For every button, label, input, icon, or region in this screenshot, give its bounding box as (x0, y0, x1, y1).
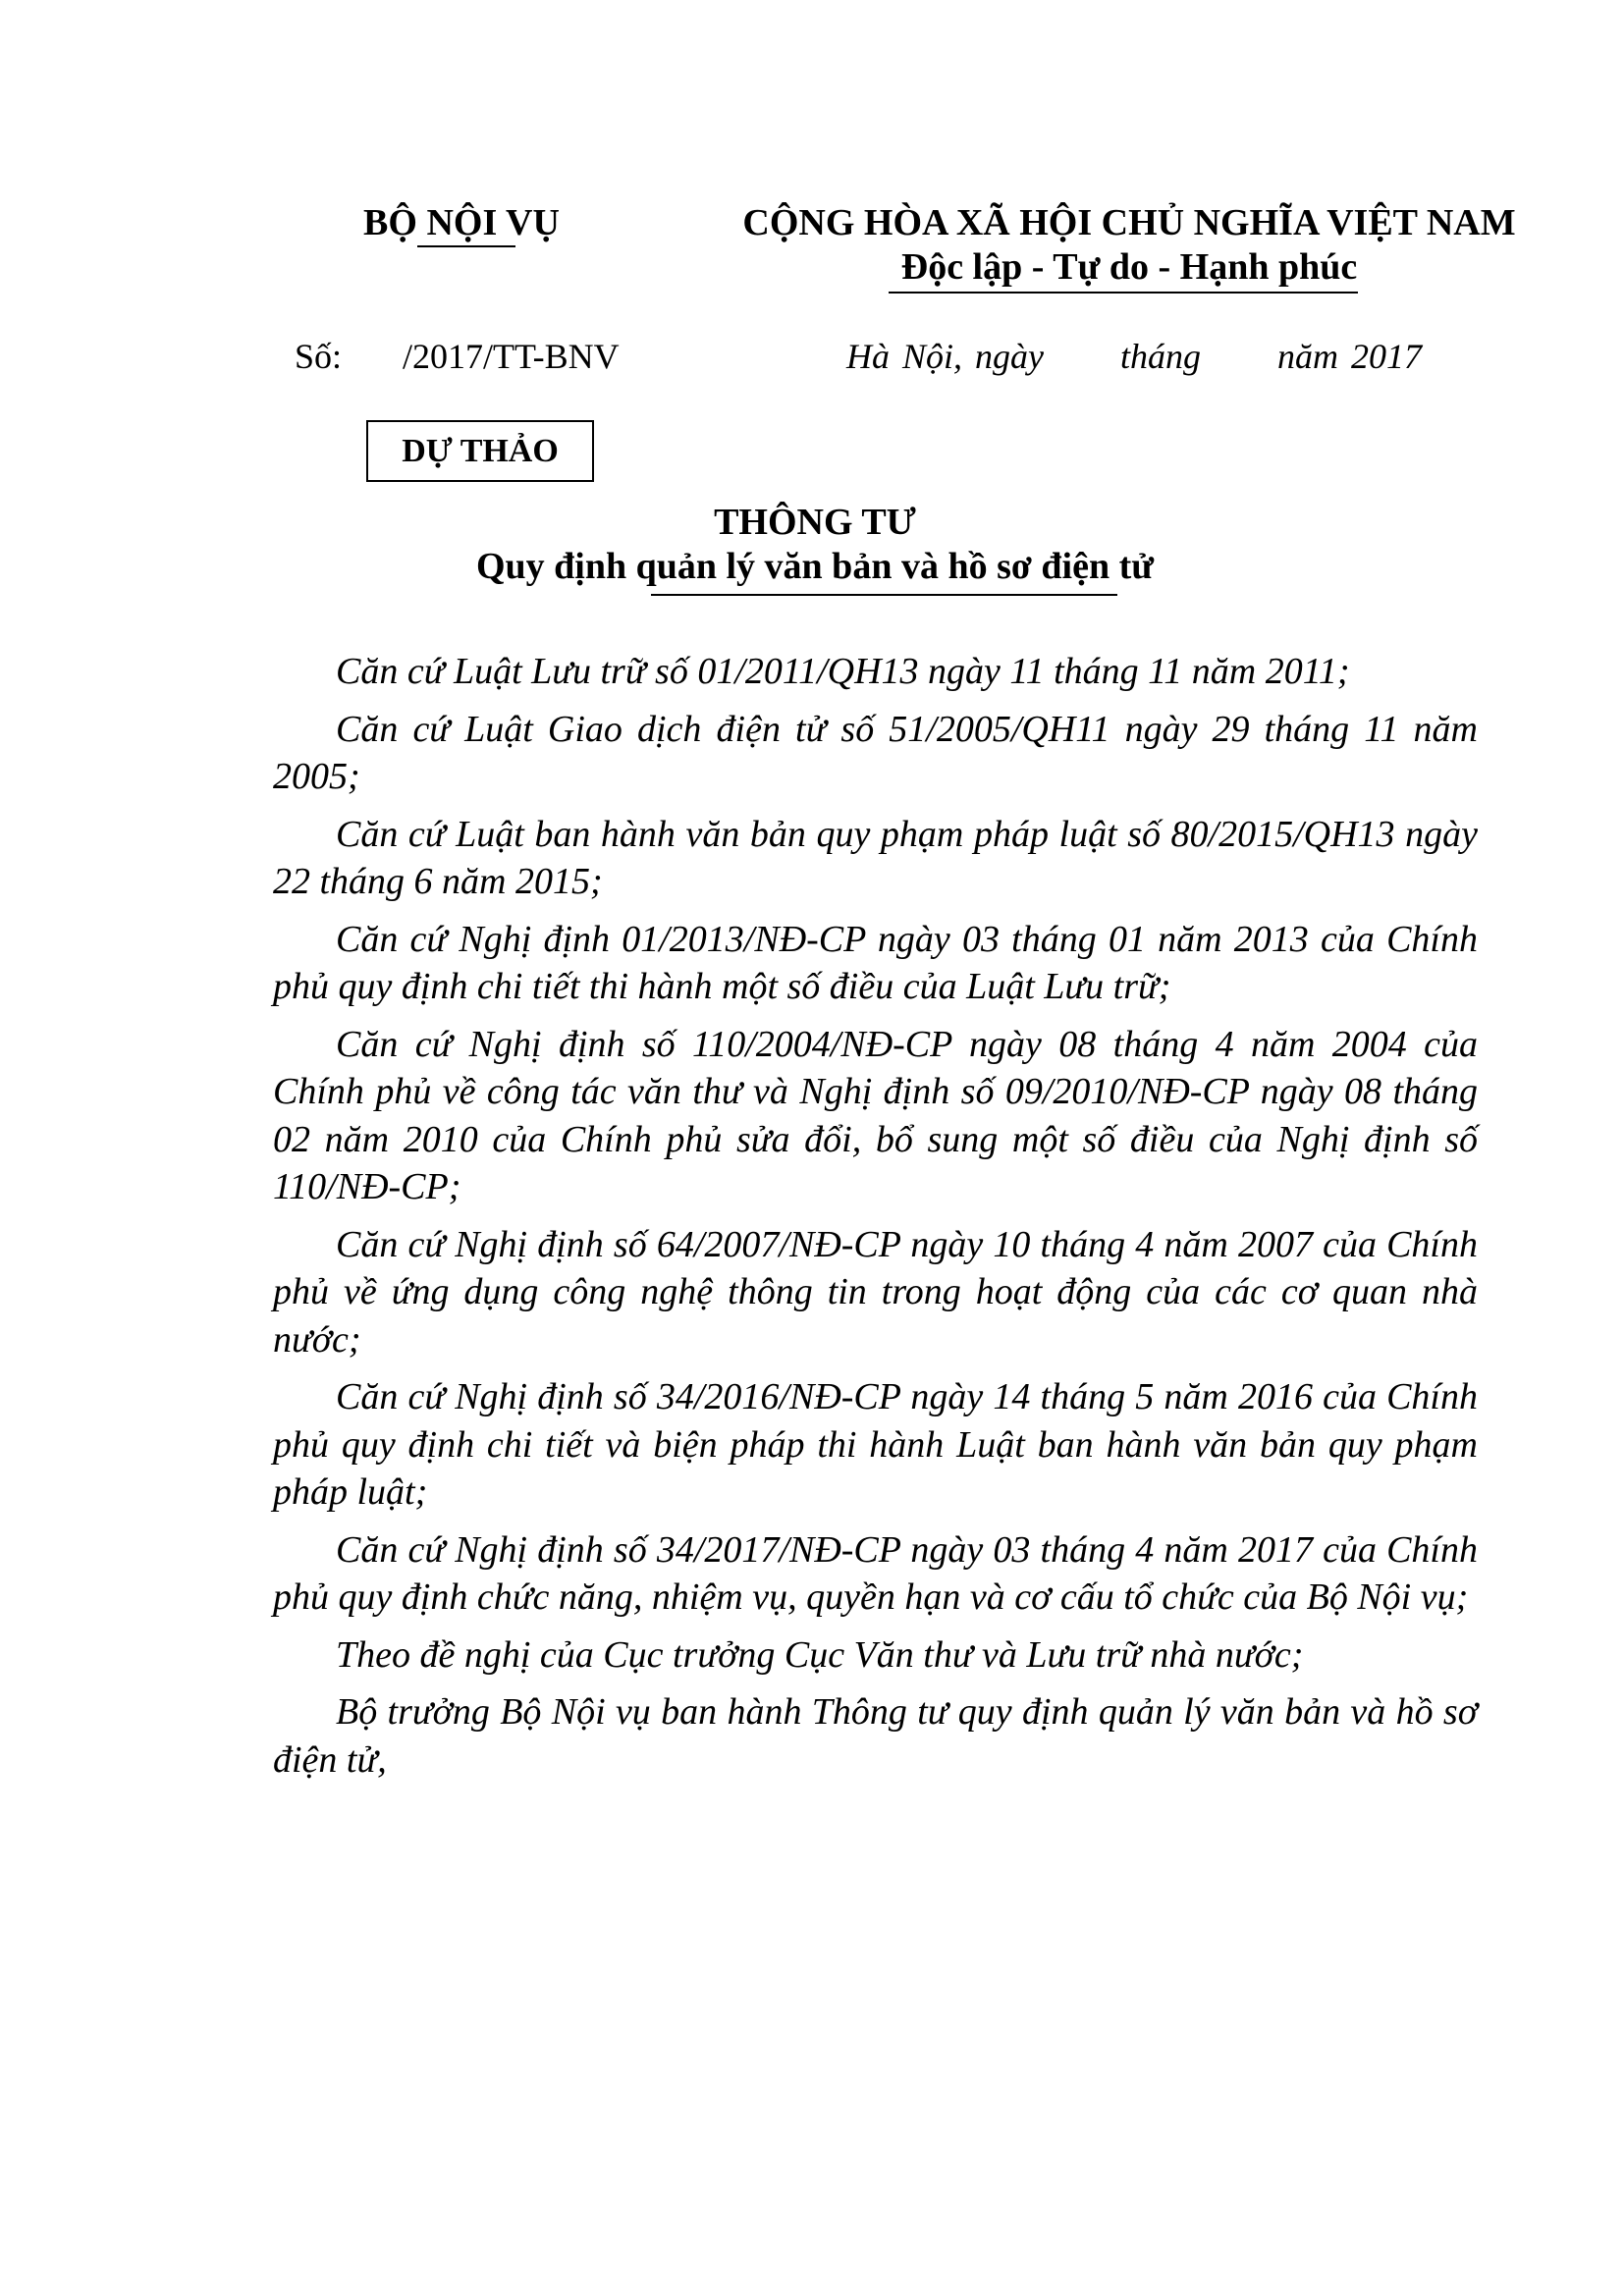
agency-underline (417, 245, 515, 247)
subject-underline (651, 594, 1117, 596)
preamble-paragraph: Theo đề nghị của Cục trưởng Cục Văn thư và Lưu trữ nhà nước; (336, 1633, 1304, 1676)
preamble-paragraph: Căn cứ Luật Giao dịch điện tử số 51/2005/QH11 ngày 29 tháng 11 năm 2005; (273, 708, 1478, 797)
preamble-paragraph: Căn cứ Luật Lưu trữ số 01/2011/QH13 ngày 11 tháng 11 năm 2011; (336, 651, 1350, 692)
preamble-paragraph: Căn cứ Nghị định số 110/2004/NĐ-CP ngày 08 tháng 4 năm 2004 của Chính phủ về công tác văn thư và Nghị định số 09/2010/NĐ-CP ngày 08 tháng 02 năm 2010 của Chính phủ sửa đổi, bổ sung một số điều của Nghị định số 110/NĐ-CP; (273, 1023, 1478, 1207)
place-and-date: Hà Nội, ngày tháng năm 2017 (846, 337, 1422, 376)
national-title: CỘNG HÒA XÃ HỘI CHỦ NGHĨA VIỆT NAM (742, 202, 1516, 243)
national-motto: Độc lập - Tự do - Hạnh phúc (900, 246, 1358, 288)
preamble-paragraph: Căn cứ Nghị định số 34/2017/NĐ-CP ngày 03 tháng 4 năm 2017 của Chính phủ quy định chức năng, nhiệm vụ, quyền hạn và cơ cấu tổ chức của Bộ Nội vụ; (273, 1528, 1478, 1618)
preamble-paragraph: Căn cứ Nghị định số 34/2016/NĐ-CP ngày 14 tháng 5 năm 2016 của Chính phủ quy định chi tiết và biện pháp thi hành Luật ban hành văn bản quy phạm pháp luật; (273, 1376, 1478, 1513)
preamble-paragraph: Căn cứ Luật ban hành văn bản quy phạm pháp luật số 80/2015/QH13 ngày 22 tháng 6 năm 2015; (273, 813, 1478, 902)
document-type: THÔNG TƯ (714, 502, 916, 543)
preamble (273, 648, 1478, 1793)
issuing-agency: BỘ NỘI VỤ (363, 202, 560, 243)
document-number-label: Số: (295, 337, 343, 376)
draft-stamp: DỰ THẢO (366, 420, 594, 482)
preamble-paragraph: Bộ trưởng Bộ Nội vụ ban hành Thông tư quy định quản lý văn bản và hồ sơ điện tử, (273, 1691, 1478, 1781)
motto-underline (889, 292, 1358, 294)
document-subject: Quy định quản lý văn bản và hồ sơ điện tử (475, 546, 1155, 587)
preamble-paragraph: Căn cứ Nghị định số 64/2007/NĐ-CP ngày 10 tháng 4 năm 2007 của Chính phủ về ứng dụng công nghệ thông tin trong hoạt động của các cơ quan nhà nước; (273, 1223, 1478, 1361)
document-number: /2017/TT-BNV (403, 337, 620, 376)
preamble-paragraph: Căn cứ Nghị định 01/2013/NĐ-CP ngày 03 tháng 01 năm 2013 của Chính phủ quy định chi tiết thi hành một số điều của Luật Lưu trữ; (273, 918, 1478, 1007)
